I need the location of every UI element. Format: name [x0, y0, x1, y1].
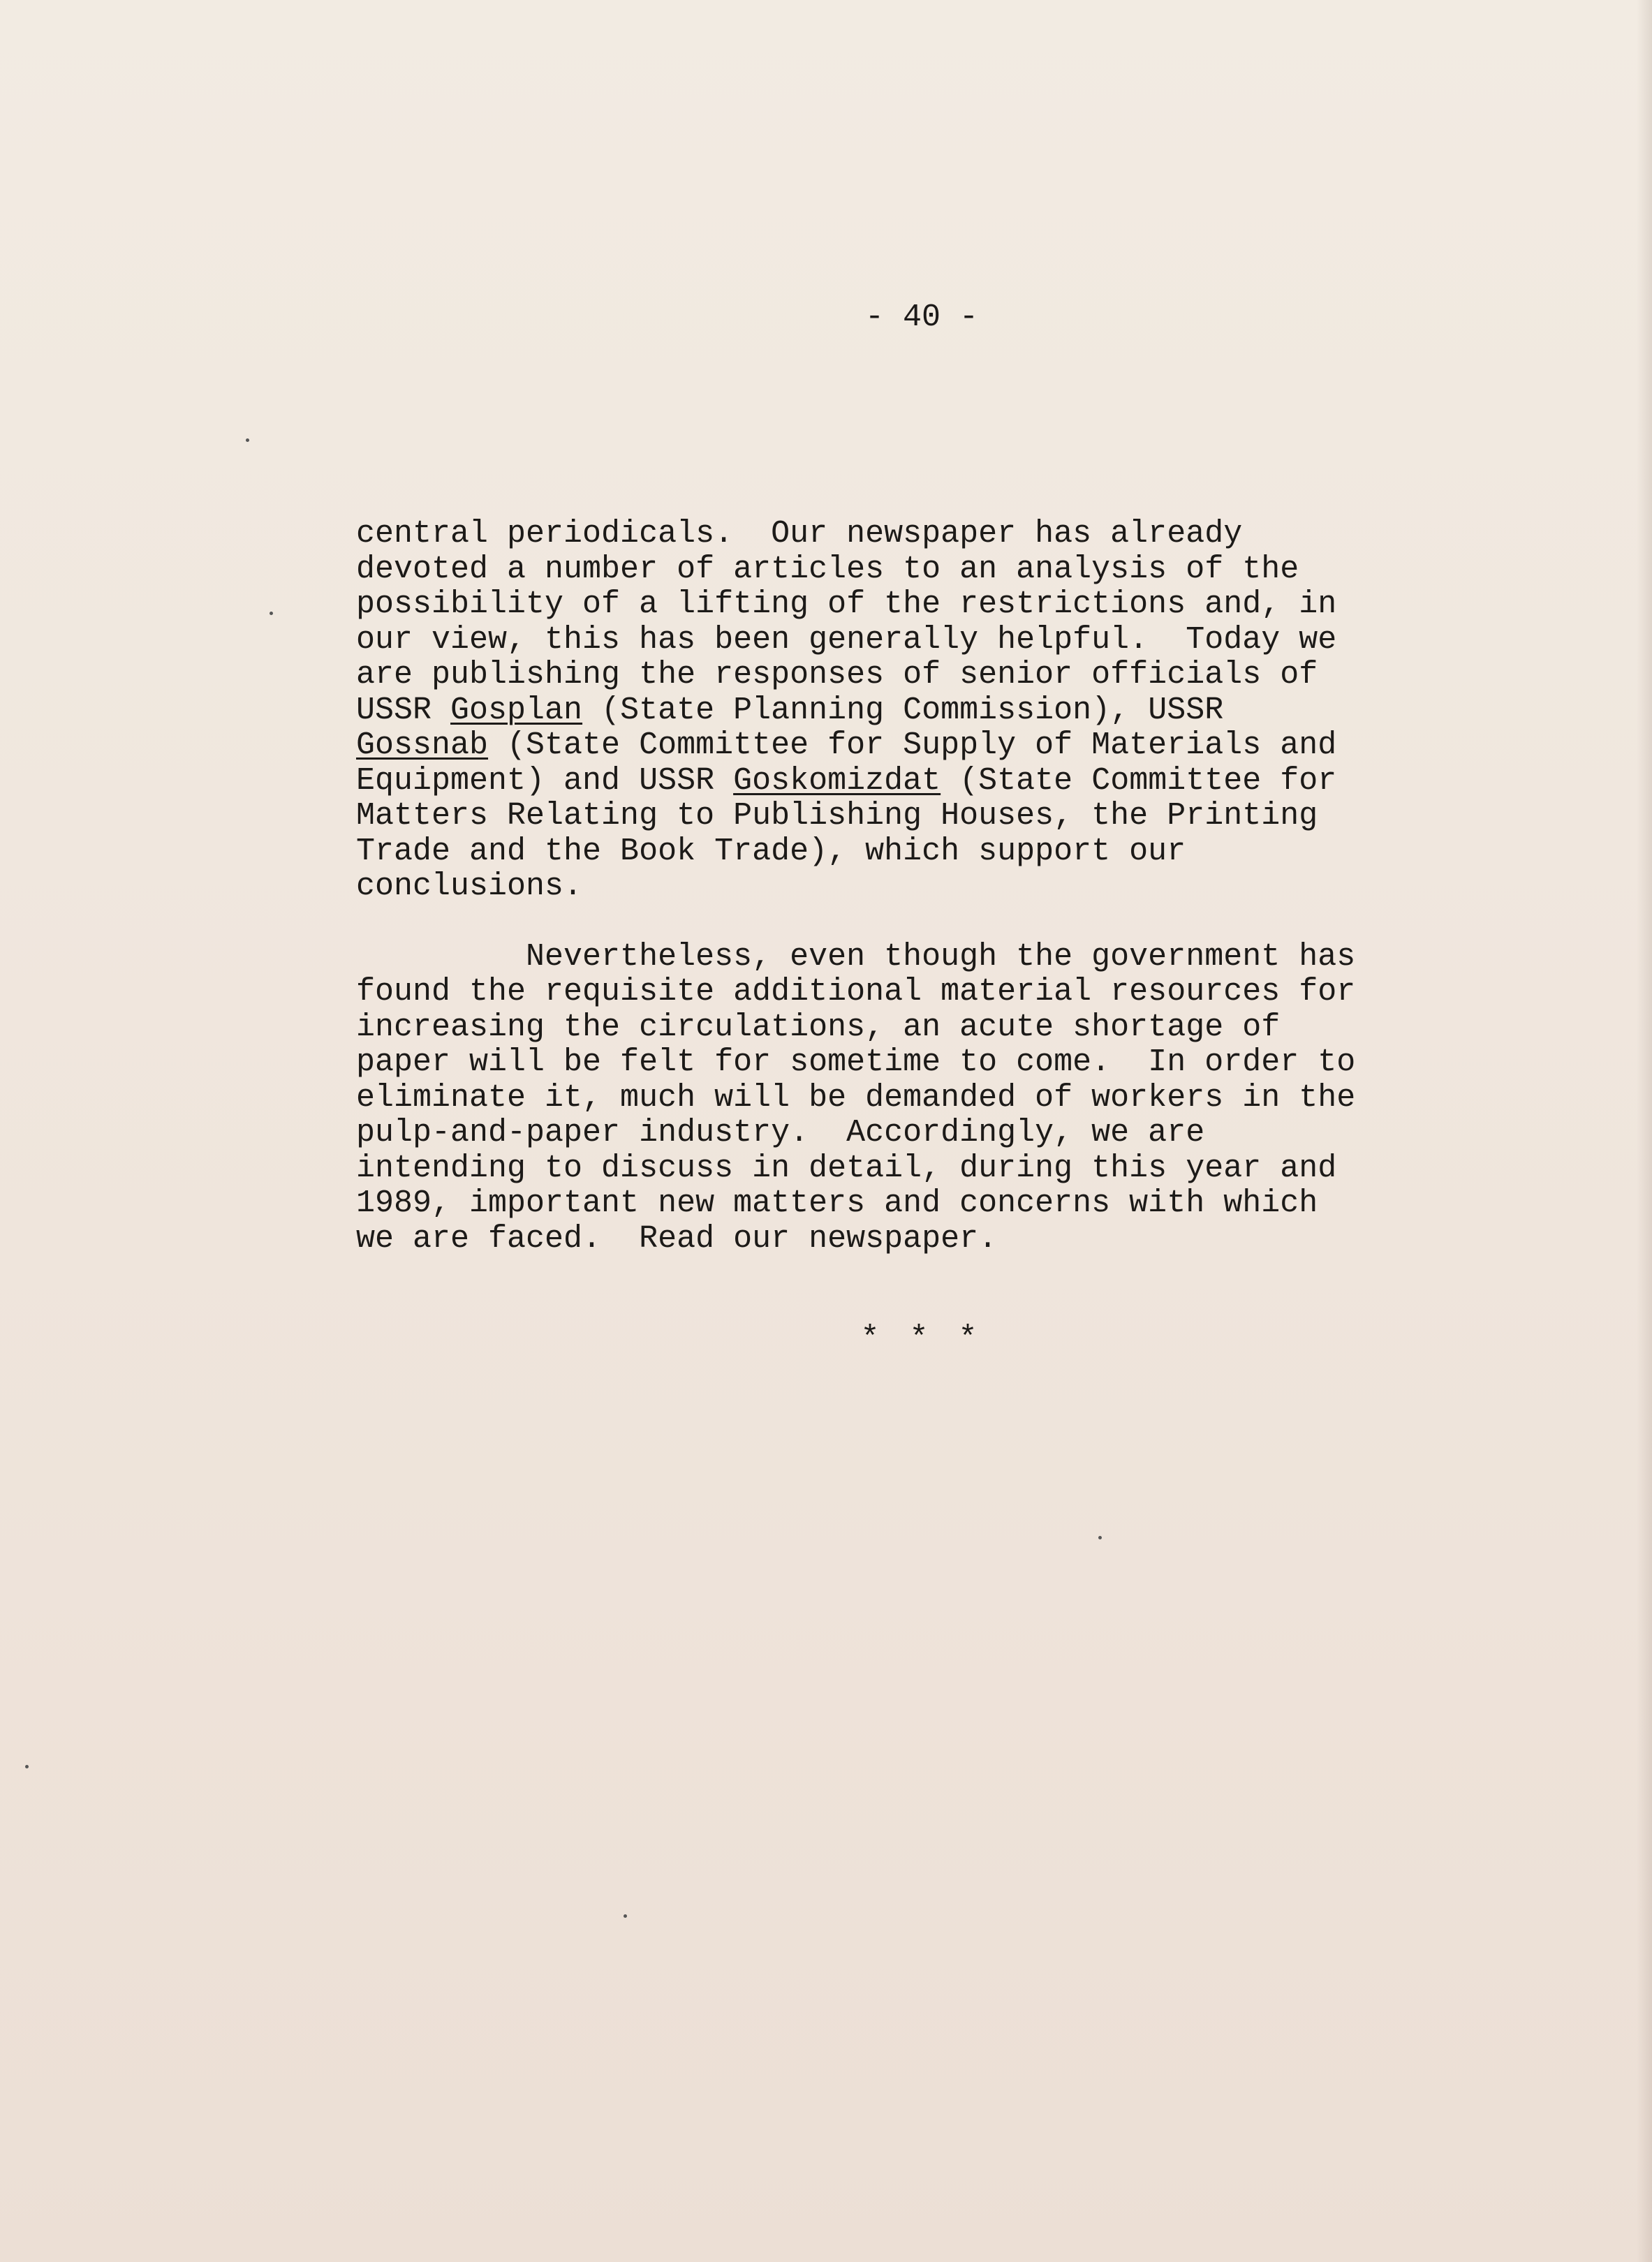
- text-run: conclusions.: [356, 868, 583, 904]
- text-line: [356, 1010, 1487, 1046]
- text-run: our view, this has been generally helpful. Today we: [356, 621, 1337, 658]
- paragraph: [356, 940, 1487, 1257]
- text-line: [356, 869, 1487, 905]
- text-line: [356, 623, 1487, 658]
- text-run: pulp-and-paper industry. Accordingly, we are: [356, 1115, 1205, 1151]
- text-run: Matters Relating to Publishing Houses, the Printing: [356, 798, 1318, 834]
- text-run: intending to discuss in detail, during this year and: [356, 1150, 1337, 1186]
- text-line: [356, 658, 1487, 693]
- text-run: USSR: [356, 692, 451, 728]
- scan-speck: [624, 1914, 627, 1918]
- text-line: [356, 517, 1487, 552]
- underlined-term: Goskomizdat: [733, 762, 941, 799]
- text-run: paper will be felt for sometime to come. In order to: [356, 1044, 1356, 1080]
- page-edge-shadow: [1637, 0, 1652, 2262]
- text-run: we are faced. Read our newspaper.: [356, 1220, 998, 1257]
- text-line: [356, 728, 1487, 764]
- text-line: [356, 693, 1487, 729]
- text-line: [356, 975, 1487, 1010]
- underlined-term: Gossnab: [356, 727, 489, 763]
- text-run: increasing the circulations, an acute shortage of: [356, 1009, 1281, 1045]
- text-run: Trade and the Book Trade), which support our: [356, 833, 1186, 869]
- text-line: [356, 940, 1487, 975]
- text-run: eliminate it, much will be demanded of workers in the: [356, 1079, 1356, 1116]
- text-run: (State Planning Commission), USSR: [582, 692, 1224, 728]
- text-line: [356, 587, 1487, 623]
- paragraph: [356, 517, 1487, 905]
- text-run: possibility of a lifting of the restrictions and, in: [356, 586, 1337, 622]
- text-line: [356, 764, 1487, 799]
- text-run: Nevertheless, even though the government has: [356, 938, 1356, 975]
- text-run: found the requisite additional material resources for: [356, 974, 1356, 1010]
- page-number: - 40 -: [864, 300, 979, 335]
- text-run: Equipment) and USSR: [356, 762, 734, 799]
- text-line: [356, 1116, 1487, 1151]
- text-line: [356, 1081, 1487, 1116]
- text-line: [356, 1186, 1487, 1222]
- underlined-term: Gosplan: [450, 692, 583, 728]
- text-line: [356, 1222, 1487, 1257]
- text-run: devoted a number of articles to an analysis of the: [356, 551, 1299, 587]
- scan-speck: [1098, 1536, 1102, 1539]
- text-line: [356, 799, 1487, 834]
- section-separator: * * *: [860, 1321, 983, 1357]
- text-line: [356, 1045, 1487, 1081]
- text-run: central periodicals. Our newspaper has already: [356, 516, 1243, 552]
- scan-speck: [270, 612, 273, 615]
- text-run: (State Committee for Supply of Materials and: [488, 727, 1337, 763]
- text-line: [356, 552, 1487, 588]
- scan-speck: [246, 438, 249, 442]
- text-line: [356, 1151, 1487, 1187]
- text-line: [356, 834, 1487, 870]
- text-run: are publishing the responses of senior officials of: [356, 657, 1318, 693]
- text-run: 1989, important new matters and concerns with which: [356, 1185, 1318, 1221]
- text-run: (State Committee for: [941, 762, 1337, 799]
- scan-speck: [25, 1765, 29, 1768]
- body-text: [356, 517, 1487, 1257]
